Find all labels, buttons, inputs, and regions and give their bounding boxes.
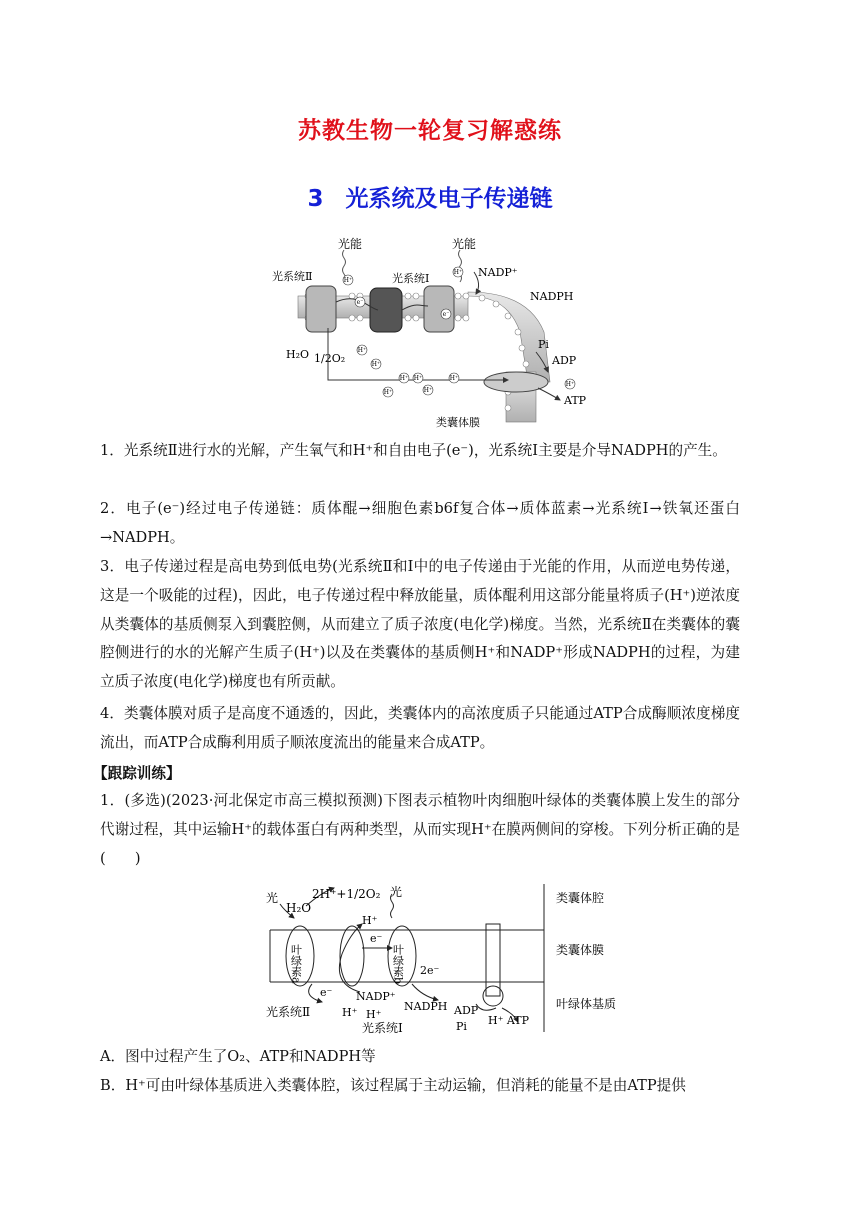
svg-text:H⁺: H⁺ xyxy=(565,381,575,388)
svg-text:H⁺: H⁺ xyxy=(423,387,433,394)
thylakoid-figure xyxy=(262,884,632,1036)
lumen-label: 类囊体腔 xyxy=(556,891,605,905)
svg-text:H⁺: H⁺ xyxy=(399,375,409,382)
photosystem-1-shape xyxy=(424,286,454,332)
pi-label: Pi xyxy=(538,338,549,351)
water-label-2: H₂O xyxy=(286,901,312,915)
ps1-label: 光系统Ⅰ xyxy=(392,272,430,285)
water-split-label: 2H⁺+1/2O₂ xyxy=(312,887,381,901)
membrane-label: 类囊体膜 xyxy=(436,416,480,429)
point-3: 3．电子传递过程是高电势到低电势(光系统Ⅱ和Ⅰ中的电子传递由于光能的作用，从而逆电势传递，这是一个吸能的过程)，因此，电子传递过程中释放能量，质体醌利用这部分能量将质子(H⁺)逆浓度从类囊体的基质侧泵入到囊腔侧，从而建立了质子浓度(电化学)梯度。当然，光系统Ⅱ在类囊体的囊腔侧进行的水的光解产生质子(H⁺)以及在类囊体的基质侧H⁺和NADP⁺形成NADPH的过程，为建立质子浓度(电化学)梯度也有所贡献。 xyxy=(100,558,740,691)
svg-text:H⁺: H⁺ xyxy=(453,269,463,276)
point-1: 1．光系统Ⅱ进行水的光解，产生氧气和H⁺和自由电子(e⁻)，光系统Ⅰ主要是介导NADPH的产生。 xyxy=(100,442,727,459)
point-4: 4．类囊体膜对质子是高度不通透的，因此，类囊体内的高浓度质子只能通过ATP合成酶顺浓度梯度流出，而ATP合成酶利用质子顺浓度流出的能量来合成ATP。 xyxy=(100,705,740,751)
question-1: 1．(多选)(2023·河北保定市高三模拟预测)下图表示植物叶肉细胞叶绿体的类囊体膜上发生的部分代谢过程，其中运输H⁺的载体蛋白有两种类型，从而实现H⁺在膜两侧间的穿梭。下列分析正确的是( ) xyxy=(100,792,740,867)
ps2-label: 光系统Ⅱ xyxy=(272,270,313,283)
option-a: A．图中过程产生了O₂、ATP和NADPH等 xyxy=(100,1048,376,1065)
svg-text:H⁺: H⁺ xyxy=(343,277,353,284)
svg-text:H⁺: H⁺ xyxy=(357,347,367,354)
svg-text:H⁺: H⁺ xyxy=(383,389,393,396)
training-heading: 【跟踪训练】 xyxy=(93,765,181,782)
h-label-2: H⁺ xyxy=(366,1008,382,1021)
light-label-right: 光能 xyxy=(452,237,477,251)
electron-low-label: e⁻ xyxy=(320,986,333,999)
oxygen-label: 1/2O₂ xyxy=(314,352,346,365)
adp-label-2: ADP xyxy=(454,1004,479,1017)
svg-text:H⁺: H⁺ xyxy=(413,375,423,382)
svg-text:H⁺: H⁺ xyxy=(371,361,381,368)
chlorophyll-a-label: 叶绿素a xyxy=(289,944,303,984)
atp-synthase-channel xyxy=(486,924,500,996)
ps1-label-2: 光系统Ⅰ xyxy=(362,1021,403,1035)
light-label-left: 光能 xyxy=(338,237,363,251)
electron-mid-label: e⁻ xyxy=(370,932,383,945)
section-title xyxy=(0,180,860,213)
pi-label-2: Pi xyxy=(456,1020,467,1033)
photosystem-2-shape xyxy=(306,286,336,332)
electron-transport-figure xyxy=(268,232,598,432)
two-electrons-label: 2e⁻ xyxy=(420,964,440,977)
proton-path-arrow xyxy=(328,328,508,380)
ps2-label-2: 光系统Ⅱ xyxy=(266,1005,311,1019)
atp-synthase-shape xyxy=(484,372,548,392)
section-number: 3 xyxy=(307,186,324,212)
nadph-label-2: NADPH xyxy=(404,1000,448,1013)
nadph-label: NADPH xyxy=(530,290,574,303)
option-b: B．H⁺可由叶绿体基质进入类囊体腔，该过程属于主动运输，但消耗的能量不是由ATP提供 xyxy=(100,1077,686,1094)
section-title-text: 光系统及电子传递链 xyxy=(345,186,553,212)
water-label: H₂O xyxy=(286,348,310,361)
chlorophyll-b-label: 叶绿素b xyxy=(391,944,405,985)
light-label-1: 光 xyxy=(266,891,279,905)
h-label-1: H⁺ xyxy=(342,1006,358,1019)
page-title: 苏教生物一轮复习解惑练 xyxy=(298,118,562,144)
nadp-label: NADP⁺ xyxy=(478,266,518,279)
stroma-label: 叶绿体基质 xyxy=(556,997,617,1011)
adp-label: ADP xyxy=(552,354,577,367)
membrane-label-2: 类囊体膜 xyxy=(556,943,605,957)
h-atp-label: H⁺ ATP xyxy=(488,1014,529,1027)
h-top-label: H⁺ xyxy=(362,914,378,927)
atp-label: ATP xyxy=(564,394,587,407)
svg-text:e⁻: e⁻ xyxy=(356,299,364,306)
point-2: 2．电子(e⁻)经过电子传递链：质体醌→细胞色素b6f复合体→质体蓝素→光系统Ⅰ→铁氧还蛋白→NADPH。 xyxy=(100,500,740,546)
cytochrome-complex-shape xyxy=(370,288,402,332)
light-label-2: 光 xyxy=(390,885,403,899)
svg-text:H⁺: H⁺ xyxy=(449,375,459,382)
nadp-label-2: NADP⁺ xyxy=(356,990,396,1003)
svg-text:e⁻: e⁻ xyxy=(442,311,450,318)
